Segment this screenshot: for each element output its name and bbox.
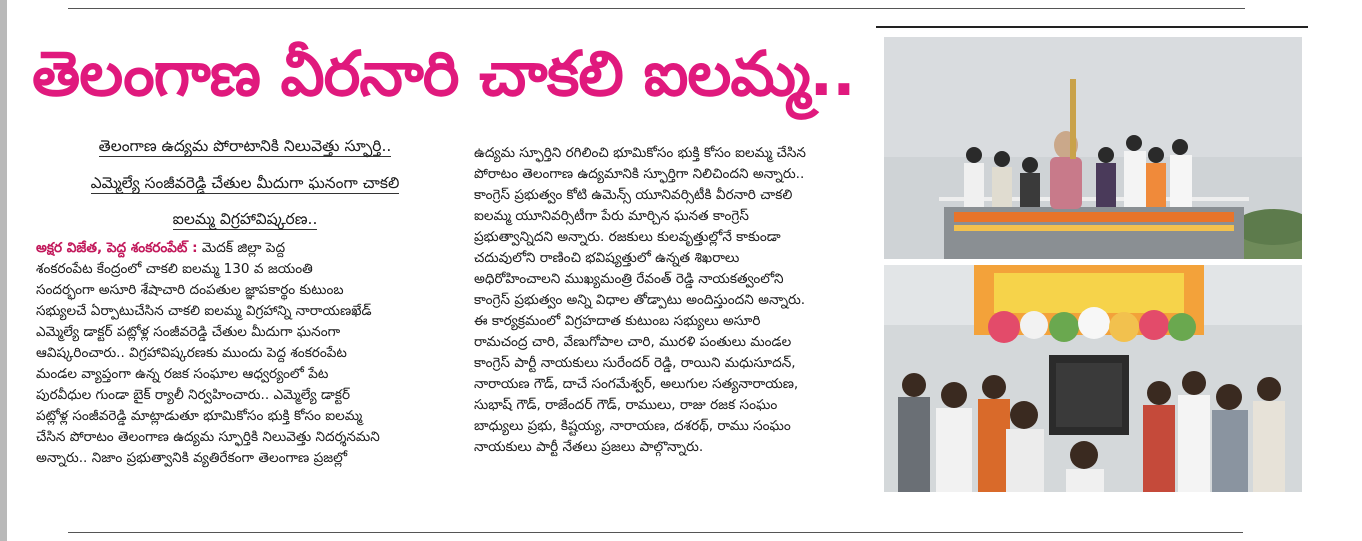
subhead-3-text: ఐలమ్మ విగ్రహావిష్కరణ.. — [172, 210, 318, 228]
article-line: ఉద్యమ స్ఫూర్తిని రగిలించి భూమికోసం భుక్తి కోసం ఐలమ్మ చేసిన — [474, 145, 806, 161]
article-line: పోరాటం తెలంగాణ ఉద్యమానికి స్ఫూర్తిగా నిలిచిందని అన్నారు.. — [474, 166, 805, 182]
article-line: ప్రభుత్వాన్నిదని అన్నారు. రజకులు కులవృత్తుల్లోనే కాకుండా — [474, 229, 781, 245]
article-line: నారాయణ గౌడ్, దాచే సంగమేశ్వర్, అలుగుల సత్యనారాయణ, — [474, 376, 799, 392]
bottom-rule — [68, 532, 1243, 533]
article-line: ఎమ్మెల్యే డాక్టర్ పట్లోళ్ల సంజీవరెడ్డి చేతుల మీదుగా ఘనంగా — [36, 324, 341, 340]
article-line: అధిరోహించాలని ముఖ్యమంత్రి రేవంత్ రెడ్డి నాయకత్వంలోని — [474, 271, 784, 287]
article-line-text: మెదక్ జిల్లా పెద్ద — [201, 240, 286, 256]
article-line: ఈ కార్యక్రమంలో విగ్రహదాత కుటుంబ సభ్యులు అసూరి — [474, 313, 761, 329]
subhead-3 — [40, 208, 450, 230]
statue-unveiling-photo-image — [884, 37, 1302, 259]
article-line: కాంగ్రెస్ ప్రభుత్వం కోటి ఉమెన్స్ యూనివర్సిటీకి వీరనారి చాకలి — [474, 187, 793, 203]
article-line: ఆవిష్కరించారు.. విగ్రహావిష్కరణకు ముందు పెద్ద శంకరంపేట — [36, 345, 347, 361]
article-line: ఐలమ్మ యూనివర్సిటీగా పేరు మార్చిన ఘనత కాంగ్రెస్ — [474, 208, 749, 224]
subhead-1-text: తెలంగాణ ఉద్యమ పోరాటానికి నిలువెత్తు స్ఫూర్తి.. — [98, 137, 392, 155]
headline: తెలంగాణ వీరనారి చాకలి ఐలమ్మ.. — [32, 37, 855, 110]
article-line: నాయకులు పార్టీ నేతలు ప్రజలు పాల్గొన్నారు. — [474, 439, 704, 455]
article-column-left — [36, 238, 448, 469]
page-edge-bar — [0, 0, 7, 541]
photo-top-rule — [876, 26, 1308, 28]
article-column-middle — [474, 143, 858, 458]
article-line: పురవీధుల గుండా బైక్ ర్యాలీ నిర్వహించారు.. ఎమ్మెల్యే డాక్టర్ — [36, 387, 350, 403]
article-line: శంకరంపేట కేంద్రంలో చాకలి ఐలమ్మ 130 వ జయంతి — [36, 261, 313, 277]
subhead-1 — [40, 135, 450, 157]
article-line: కాంగ్రెస్ ప్రభుత్వం అన్ని విధాల తోడ్పాటు అందిస్తుందని అన్నారు. — [474, 292, 806, 308]
crowd-photo — [884, 265, 1302, 492]
article-line: పట్లోళ్ల సంజీవరెడ్డి మాట్లాడుతూ భూమికోసం భుక్తి కోసం ఐలమ్మ — [36, 408, 363, 424]
article-line: సందర్భంగా అసూరి శేషాచారి దంపతుల జ్ఞాపకార్థం కుటుంబ — [36, 282, 344, 298]
top-rule — [68, 8, 1245, 9]
crowd-photo-image — [884, 265, 1302, 492]
article-line: బాధ్యులు ప్రభు, కిష్టయ్య, నారాయణ, దశరథ్, రాము సంఘం — [474, 418, 791, 434]
article-line: చేసిన పోరాటం తెలంగాణ ఉద్యమ స్ఫూర్తికి నిలువెత్తు నిదర్శనమని — [36, 429, 380, 445]
dateline: అక్షర విజేత, పెద్ద శంకరంపేట్ : — [36, 240, 198, 256]
article-line: సభ్యులచే ఏర్పాటుచేసిన చాకలి ఐలమ్మ విగ్రహాన్ని నారాయణఖేడ్ — [36, 303, 372, 319]
article-line: రామచంద్ర చారి, వేణుగోపాల చారి, మురళి పంతులు మండల — [474, 334, 792, 350]
statue-unveiling-photo — [884, 37, 1302, 259]
article-line — [36, 238, 448, 259]
subhead-2-text: ఎమ్మెల్యే సంజీవరెడ్డి చేతుల మీదుగా ఘనంగా చాకలి — [90, 174, 400, 192]
article-line: కాంగ్రెస్ పార్టీ నాయకులు సురేందర్ రెడ్డి, రాయిని మధుసూదన్, — [474, 355, 796, 371]
article-line: చదువులోని రాణించి భవిష్యత్తులో ఉన్నత శిఖరాలు — [474, 250, 740, 266]
article-line: మండల వ్యాప్తంగా ఉన్న రజక సంఘాల ఆధ్వర్యంలో పేట — [36, 366, 329, 382]
article-line: సుభాష్ గౌడ్, రాజేందర్ గౌడ్, రాములు, రాజు రజక సంఘం — [474, 397, 778, 413]
article-line: అన్నారు.. నిజాం ప్రభుత్వానికి వ్యతిరేకంగా తెలంగాణ ప్రజల్లో — [36, 450, 348, 466]
subhead-2 — [40, 172, 450, 194]
